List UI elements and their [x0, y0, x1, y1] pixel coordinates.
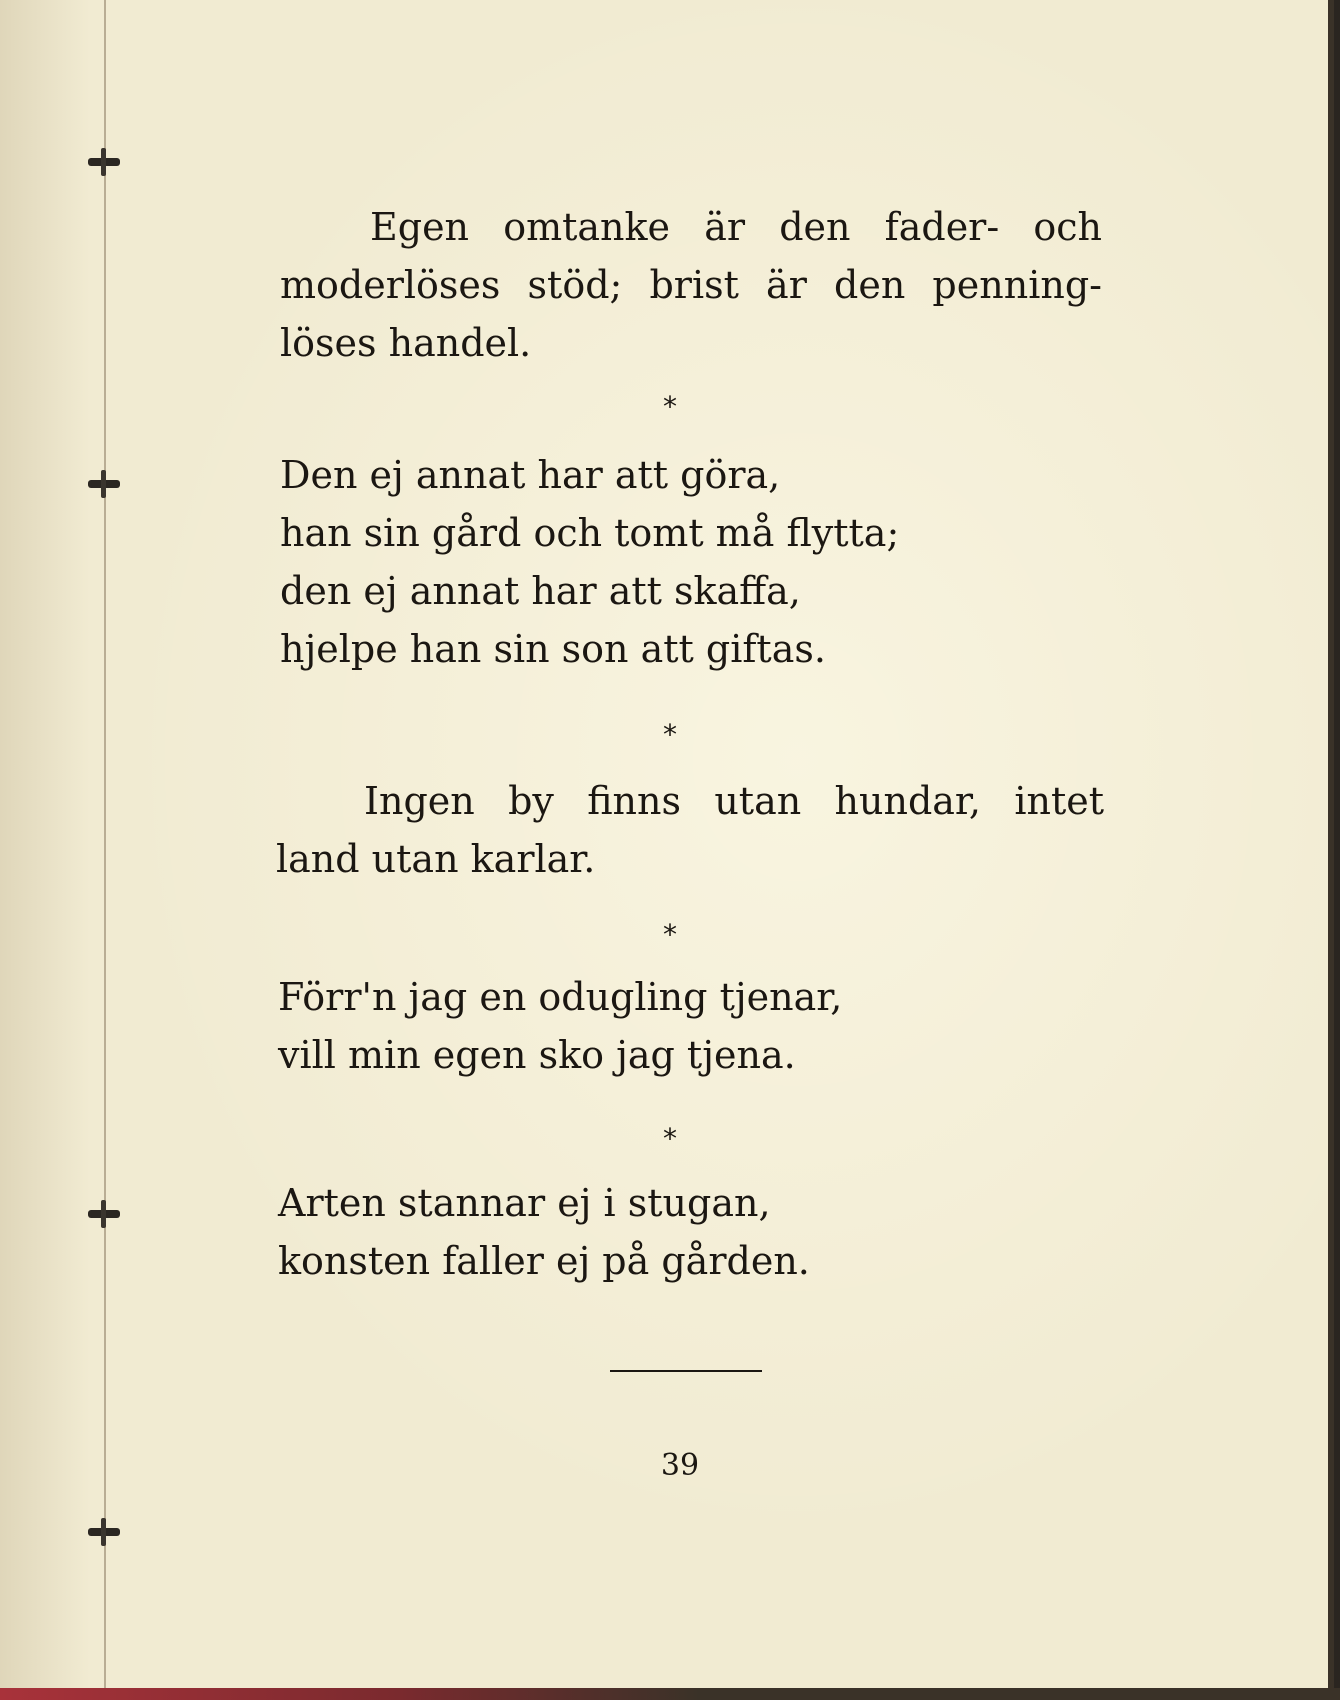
binding-stitch: [88, 480, 120, 488]
proverb-1: [280, 198, 1102, 372]
proverb-2: [280, 446, 899, 678]
binding-stitch: [88, 1210, 120, 1218]
proverb-line: land utan karlar.: [276, 837, 596, 881]
proverb-line: Förr'n jag en odugling tjenar,: [278, 975, 843, 1019]
proverb-line: Den ej annat har att göra,: [280, 453, 781, 497]
binding-stitch: [88, 158, 120, 166]
proverb-line: han sin gård och tomt må flytta;: [280, 511, 900, 555]
proverb-line: moderlöses stöd; brist är den penning-: [280, 263, 1102, 307]
proverb-line: Ingen by finns utan hundar, intet: [364, 779, 1104, 823]
binding-gutter: [104, 0, 106, 1688]
proverb-line: hjelpe han sin son att giftas.: [280, 627, 826, 671]
proverb-line: Arten stannar ej i stugan,: [278, 1181, 771, 1225]
proverb-3: [276, 772, 1104, 888]
proverb-line: den ej annat har att skaffa,: [280, 569, 801, 613]
book-cover-edge: [0, 1688, 1340, 1700]
proverb-line: vill min egen sko jag tjena.: [278, 1033, 796, 1077]
binding-stitch: [88, 1528, 120, 1536]
separator-asterisk: *: [663, 718, 677, 751]
proverb-line: löses handel.: [280, 321, 532, 365]
proverb-line: konsten faller ej på gården.: [278, 1239, 810, 1283]
separator-asterisk: *: [663, 918, 677, 951]
closing-rule: [610, 1370, 762, 1372]
proverb-4: [278, 968, 842, 1084]
separator-asterisk: *: [663, 1122, 677, 1155]
separator-asterisk: *: [663, 390, 677, 423]
proverb-line: Egen omtanke är den fader- och: [370, 205, 1102, 249]
proverb-5: [278, 1174, 810, 1290]
page-number: 39: [660, 1448, 700, 1483]
